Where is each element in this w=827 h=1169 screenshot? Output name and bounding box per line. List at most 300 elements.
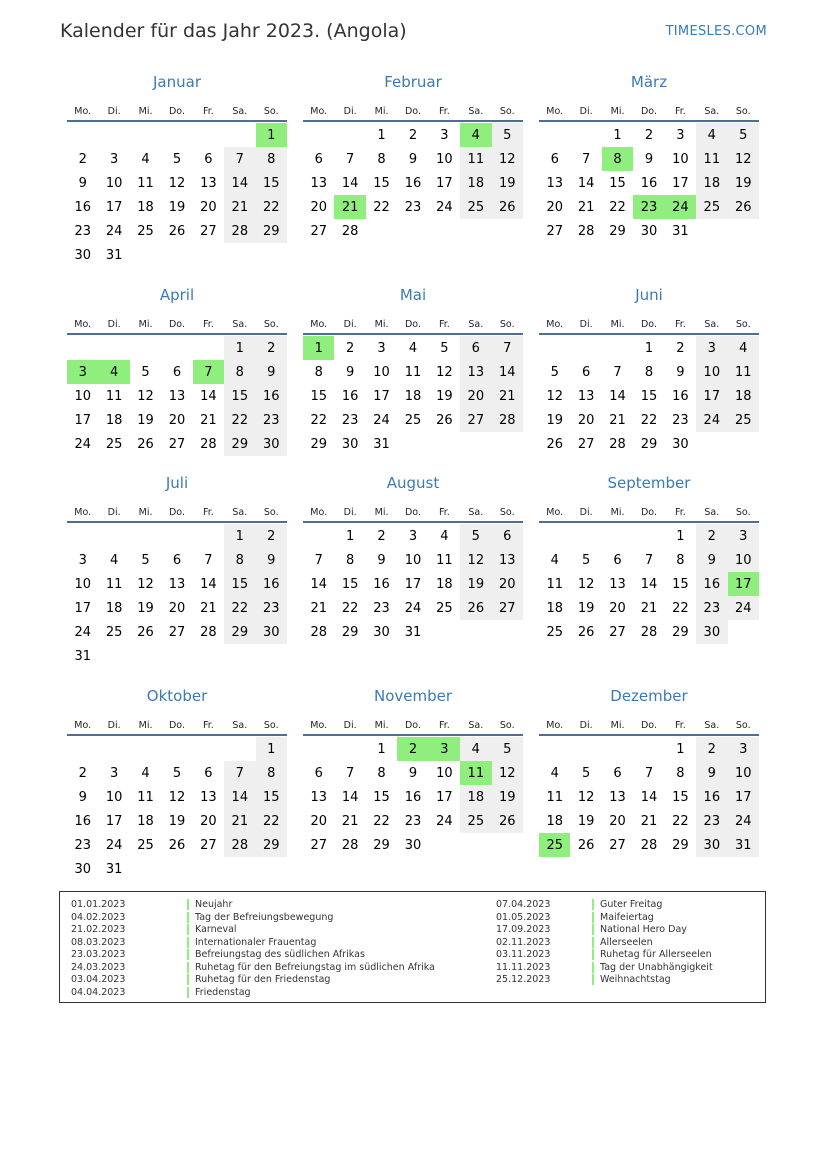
empty-cell (67, 336, 98, 360)
day-cell: 8 (314, 364, 323, 380)
day-cell: 28 (609, 436, 626, 452)
day-cell: 9 (696, 548, 727, 572)
empty-cell (602, 336, 633, 360)
day-cell: 3 (67, 360, 98, 384)
day-cell: 13 (310, 789, 327, 805)
day-cell: 13 (577, 388, 595, 404)
day-cell: 21 (334, 195, 365, 219)
day-cell: 6 (314, 151, 323, 167)
month-name: Mai (399, 286, 427, 304)
day-cell: 1 (676, 528, 685, 544)
day-cell: 18 (137, 813, 154, 829)
day-cell: 11 (137, 789, 154, 805)
legend-date: 23.03.2023 (71, 949, 126, 960)
legend-holiday-name: Tag der Unabhängigkeit (592, 962, 713, 973)
weekday-header (303, 711, 523, 736)
day-cell: 7 (644, 765, 654, 781)
weekday-label: So. (499, 106, 515, 117)
day-cell: 17 (436, 175, 453, 191)
day-cell: 30 (74, 247, 91, 263)
day-cell: 21 (200, 600, 217, 616)
day-cell: 29 (224, 620, 255, 644)
day-cell: 4 (728, 336, 759, 360)
day-cell: 30 (640, 223, 658, 239)
empty-cell (193, 524, 224, 548)
legend-holiday-name: Befreiungstag des südlichen Afrikas (187, 949, 365, 960)
month-name: Januar (153, 73, 201, 91)
empty-cell (334, 737, 365, 761)
legend-date: 08.03.2023 (71, 936, 126, 948)
weekday-label: Mo. (310, 720, 328, 731)
weekday-label: Fr. (202, 319, 214, 330)
day-cell: 8 (676, 552, 685, 568)
day-grid (303, 524, 523, 644)
legend-date: 07.04.2023 (496, 899, 551, 910)
day-cell: 9 (256, 548, 287, 572)
weekday-label: Mo. (310, 507, 328, 518)
day-cell: 15 (373, 175, 390, 191)
day-cell: 3 (676, 127, 685, 143)
weekday-label: Mi. (610, 106, 625, 117)
day-cell: 21 (609, 412, 626, 428)
day-cell: 6 (613, 552, 622, 568)
day-cell: 2 (78, 151, 87, 167)
empty-cell (98, 524, 129, 548)
day-cell: 6 (314, 765, 323, 781)
day-cell: 5 (728, 123, 759, 147)
day-cell: 10 (436, 765, 453, 781)
day-cell: 10 (436, 151, 453, 167)
day-cell: 29 (640, 436, 658, 452)
month-block (67, 72, 287, 267)
weekday-label: Mi. (610, 507, 625, 518)
day-cell: 18 (436, 576, 453, 592)
month-block (67, 285, 287, 456)
day-cell: 25 (728, 408, 759, 432)
day-cell: 17 (74, 600, 91, 616)
day-cell: 13 (460, 360, 491, 384)
weekday-label: Mo. (74, 106, 92, 117)
day-cell: 6 (613, 765, 622, 781)
day-cell: 14 (609, 388, 626, 404)
day-cell: 17 (373, 388, 390, 404)
day-cell: 26 (546, 436, 563, 452)
day-cell: 3 (109, 151, 119, 167)
day-cell: 11 (105, 388, 123, 404)
legend-holiday-name: National Hero Day (592, 924, 687, 935)
day-cell: 25 (404, 412, 422, 428)
day-cell: 16 (696, 572, 727, 596)
holiday-legend (59, 891, 766, 1003)
day-cell: 30 (341, 436, 359, 452)
day-cell: 5 (460, 524, 491, 548)
weekday-header (303, 498, 523, 523)
day-cell: 3 (440, 127, 449, 143)
weekday-label: Do. (168, 319, 185, 330)
weekday-label: Mi. (374, 319, 389, 330)
day-cell: 24 (436, 199, 453, 215)
day-cell: 3 (408, 528, 418, 544)
month-block (539, 72, 759, 243)
day-cell: 23 (373, 600, 390, 616)
weekday-label: Mi. (374, 720, 389, 731)
day-cell: 30 (256, 432, 287, 456)
day-cell: 7 (193, 360, 224, 384)
weekday-label: Mi. (138, 319, 153, 330)
day-cell: 3 (377, 340, 386, 356)
day-cell: 8 (345, 552, 355, 568)
day-cell: 21 (492, 384, 523, 408)
month-name: März (630, 73, 668, 91)
day-cell: 31 (672, 223, 689, 239)
weekday-label: Do. (168, 507, 185, 518)
legend-holiday-name: Weihnachtstag (592, 974, 671, 985)
day-cell: 14 (224, 785, 255, 809)
day-cell: 27 (200, 223, 217, 239)
day-cell: 24 (105, 837, 123, 853)
day-cell: 27 (168, 624, 186, 640)
day-cell: 13 (310, 175, 327, 191)
weekday-label: Di. (343, 507, 357, 518)
weekday-label: Sa. (468, 106, 484, 117)
day-cell: 6 (172, 364, 182, 380)
day-cell: 12 (168, 789, 186, 805)
day-cell: 27 (200, 837, 217, 853)
day-cell: 6 (492, 524, 523, 548)
day-cell: 19 (577, 813, 595, 829)
day-cell: 20 (577, 412, 595, 428)
legend-date: 02.11.2023 (496, 936, 551, 948)
day-cell: 25 (546, 624, 563, 640)
day-cell: 25 (105, 436, 123, 452)
empty-cell (303, 123, 334, 147)
day-cell: 17 (105, 813, 123, 829)
month-name: Februar (384, 73, 442, 91)
day-cell: 17 (105, 199, 123, 215)
day-cell: 21 (640, 813, 658, 829)
day-cell: 15 (609, 175, 626, 191)
day-cell: 9 (78, 175, 87, 191)
empty-cell (193, 123, 224, 147)
weekday-label: Di. (579, 106, 593, 117)
day-cell: 28 (224, 833, 255, 857)
weekday-label: Do. (404, 106, 421, 117)
legend-holiday-name: Neujahr (187, 899, 232, 910)
day-cell: 14 (640, 789, 658, 805)
day-cell: 19 (436, 388, 453, 404)
legend-date: 03.04.2023 (71, 974, 126, 985)
empty-cell (303, 524, 334, 548)
day-cell: 2 (256, 336, 287, 360)
weekday-label: Sa. (232, 720, 248, 731)
day-cell: 26 (728, 195, 759, 219)
day-cell: 18 (460, 785, 491, 809)
day-cell: 4 (696, 123, 727, 147)
day-cell: 15 (341, 576, 359, 592)
weekday-label: Do. (640, 106, 657, 117)
day-cell: 7 (224, 147, 255, 171)
weekday-label: Sa. (232, 106, 248, 117)
weekday-header (303, 310, 523, 335)
day-cell: 31 (105, 861, 123, 877)
day-cell: 28 (577, 223, 595, 239)
day-cell: 11 (696, 147, 727, 171)
day-cell: 22 (672, 813, 689, 829)
day-cell: 9 (377, 552, 386, 568)
day-cell: 14 (224, 171, 255, 195)
day-cell: 31 (728, 833, 759, 857)
day-cell: 27 (609, 624, 626, 640)
day-cell: 6 (204, 151, 213, 167)
day-cell: 6 (204, 765, 213, 781)
day-cell: 29 (341, 624, 359, 640)
day-cell: 18 (728, 384, 759, 408)
day-cell: 15 (672, 576, 689, 592)
day-cell: 25 (460, 195, 491, 219)
weekday-header (539, 310, 759, 335)
weekday-label: Fr. (674, 319, 686, 330)
weekday-label: So. (735, 720, 751, 731)
day-cell: 27 (460, 408, 491, 432)
day-cell: 4 (141, 151, 150, 167)
day-cell: 16 (696, 785, 727, 809)
day-cell: 25 (105, 624, 123, 640)
day-cell: 12 (436, 364, 453, 380)
day-cell: 27 (310, 837, 327, 853)
day-cell: 5 (550, 364, 559, 380)
day-cell: 26 (168, 223, 186, 239)
month-name: September (607, 474, 691, 492)
day-cell: 5 (141, 364, 150, 380)
month-name: Juni (635, 286, 663, 304)
day-cell: 30 (74, 861, 91, 877)
day-cell: 23 (696, 809, 727, 833)
day-cell: 19 (577, 600, 595, 616)
day-cell: 15 (672, 789, 689, 805)
day-cell: 10 (74, 576, 91, 592)
legend-date: 24.03.2023 (71, 961, 126, 973)
day-cell: 18 (546, 600, 563, 616)
day-cell: 17 (696, 384, 727, 408)
empty-cell (161, 524, 192, 548)
day-cell: 7 (314, 552, 323, 568)
day-cell: 29 (256, 833, 287, 857)
day-cell: 24 (404, 600, 422, 616)
day-cell: 13 (492, 548, 523, 572)
empty-cell (67, 524, 98, 548)
day-cell: 2 (696, 737, 727, 761)
weekday-label: Sa. (468, 507, 484, 518)
day-cell: 17 (728, 785, 759, 809)
day-cell: 17 (74, 412, 91, 428)
day-cell: 5 (172, 765, 182, 781)
day-cell: 16 (74, 813, 91, 829)
day-grid (67, 737, 287, 881)
weekday-label: Fr. (202, 507, 214, 518)
weekday-label: So. (263, 106, 279, 117)
day-grid (539, 737, 759, 857)
day-cell: 18 (546, 813, 563, 829)
day-cell: 26 (436, 412, 453, 428)
day-cell: 3 (429, 737, 460, 761)
day-cell: 1 (613, 127, 622, 143)
weekday-label: Mo. (74, 507, 92, 518)
day-cell: 18 (696, 171, 727, 195)
empty-cell (570, 336, 601, 360)
empty-cell (130, 524, 161, 548)
weekday-label: Fr. (438, 720, 450, 731)
day-cell: 20 (168, 600, 186, 616)
empty-cell (98, 336, 129, 360)
legend-date: 04.02.2023 (71, 911, 126, 923)
day-cell: 8 (377, 151, 386, 167)
day-cell: 24 (74, 624, 91, 640)
day-cell: 23 (74, 837, 91, 853)
day-cell: 16 (640, 175, 658, 191)
day-cell: 12 (577, 789, 595, 805)
month-name: Juli (165, 474, 189, 492)
day-cell: 26 (137, 624, 154, 640)
day-cell: 18 (137, 199, 154, 215)
weekday-label: Di. (107, 720, 121, 731)
day-cell: 27 (168, 436, 186, 452)
day-cell: 11 (404, 364, 422, 380)
day-cell: 16 (404, 789, 422, 805)
day-cell: 2 (408, 127, 418, 143)
month-block (539, 285, 759, 456)
legend-date: 04.04.2023 (71, 986, 126, 998)
empty-cell (224, 737, 255, 761)
day-cell: 7 (644, 552, 654, 568)
day-cell: 15 (256, 785, 287, 809)
day-cell: 11 (436, 552, 453, 568)
day-cell: 5 (440, 340, 449, 356)
weekday-label: So. (735, 507, 751, 518)
day-grid (67, 123, 287, 267)
day-cell: 18 (105, 412, 123, 428)
weekday-label: Sa. (232, 507, 248, 518)
day-cell: 19 (546, 412, 563, 428)
day-cell: 19 (460, 572, 491, 596)
day-cell: 28 (224, 219, 255, 243)
day-cell: 26 (577, 837, 595, 853)
day-cell: 21 (577, 199, 595, 215)
day-cell: 20 (200, 813, 217, 829)
day-cell: 22 (256, 195, 287, 219)
day-cell: 14 (200, 576, 217, 592)
day-cell: 26 (492, 195, 523, 219)
weekday-label: Mi. (374, 106, 389, 117)
weekday-label: So. (263, 319, 279, 330)
site-brand-link[interactable]: TIMESLES.COM (665, 24, 767, 39)
day-cell: 16 (74, 199, 91, 215)
day-grid (303, 737, 523, 857)
day-cell: 22 (640, 412, 658, 428)
month-block (303, 473, 523, 644)
day-cell: 25 (436, 600, 453, 616)
weekday-label: So. (263, 720, 279, 731)
day-cell: 16 (256, 572, 287, 596)
month-name: November (373, 687, 453, 705)
day-cell: 28 (310, 624, 327, 640)
day-cell: 20 (168, 412, 186, 428)
empty-cell (67, 123, 98, 147)
day-cell: 1 (644, 340, 654, 356)
day-cell: 7 (345, 151, 355, 167)
empty-cell (161, 336, 192, 360)
weekday-header (539, 711, 759, 736)
day-cell: 10 (728, 548, 759, 572)
weekday-label: Sa. (704, 720, 720, 731)
day-cell: 28 (341, 837, 359, 853)
day-cell: 25 (137, 837, 154, 853)
weekday-label: Mo. (310, 106, 328, 117)
empty-cell (193, 737, 224, 761)
day-cell: 19 (168, 813, 186, 829)
day-cell: 5 (141, 552, 150, 568)
day-cell: 5 (492, 123, 523, 147)
day-cell: 28 (200, 436, 217, 452)
day-cell: 8 (224, 548, 255, 572)
day-cell: 24 (728, 809, 759, 833)
weekday-label: Mo. (74, 720, 92, 731)
weekday-label: Mo. (310, 319, 328, 330)
day-cell: 3 (78, 552, 87, 568)
weekday-label: Do. (640, 720, 657, 731)
day-cell: 10 (728, 761, 759, 785)
day-cell: 2 (696, 524, 727, 548)
day-cell: 10 (74, 388, 91, 404)
weekday-label: Sa. (468, 319, 484, 330)
day-cell: 12 (460, 548, 491, 572)
day-cell: 26 (460, 596, 491, 620)
day-cell: 26 (168, 837, 186, 853)
day-cell: 8 (224, 360, 255, 384)
day-cell: 8 (602, 147, 633, 171)
day-cell: 15 (224, 572, 255, 596)
day-cell: 9 (676, 364, 685, 380)
day-cell: 29 (672, 837, 689, 853)
day-cell: 14 (492, 360, 523, 384)
empty-cell (570, 123, 601, 147)
day-cell: 29 (256, 219, 287, 243)
empty-cell (161, 123, 192, 147)
day-cell: 30 (373, 624, 390, 640)
legend-date: 01.01.2023 (71, 899, 126, 910)
day-cell: 20 (310, 199, 327, 215)
weekday-label: Di. (579, 720, 593, 731)
day-cell: 14 (200, 388, 217, 404)
day-cell: 22 (256, 809, 287, 833)
day-cell: 31 (74, 648, 91, 664)
day-cell: 8 (256, 147, 287, 171)
day-cell: 1 (256, 737, 287, 761)
day-cell: 19 (137, 412, 154, 428)
day-cell: 23 (404, 199, 422, 215)
day-cell: 2 (644, 127, 654, 143)
day-cell: 21 (200, 412, 217, 428)
weekday-label: Sa. (468, 720, 484, 731)
day-cell: 21 (310, 600, 327, 616)
day-cell: 16 (341, 388, 359, 404)
day-cell: 24 (74, 436, 91, 452)
day-cell: 23 (633, 195, 664, 219)
legend-date: 03.11.2023 (496, 949, 551, 960)
day-cell: 12 (168, 175, 186, 191)
day-cell: 25 (696, 195, 727, 219)
day-cell: 19 (492, 785, 523, 809)
day-cell: 29 (224, 432, 255, 456)
